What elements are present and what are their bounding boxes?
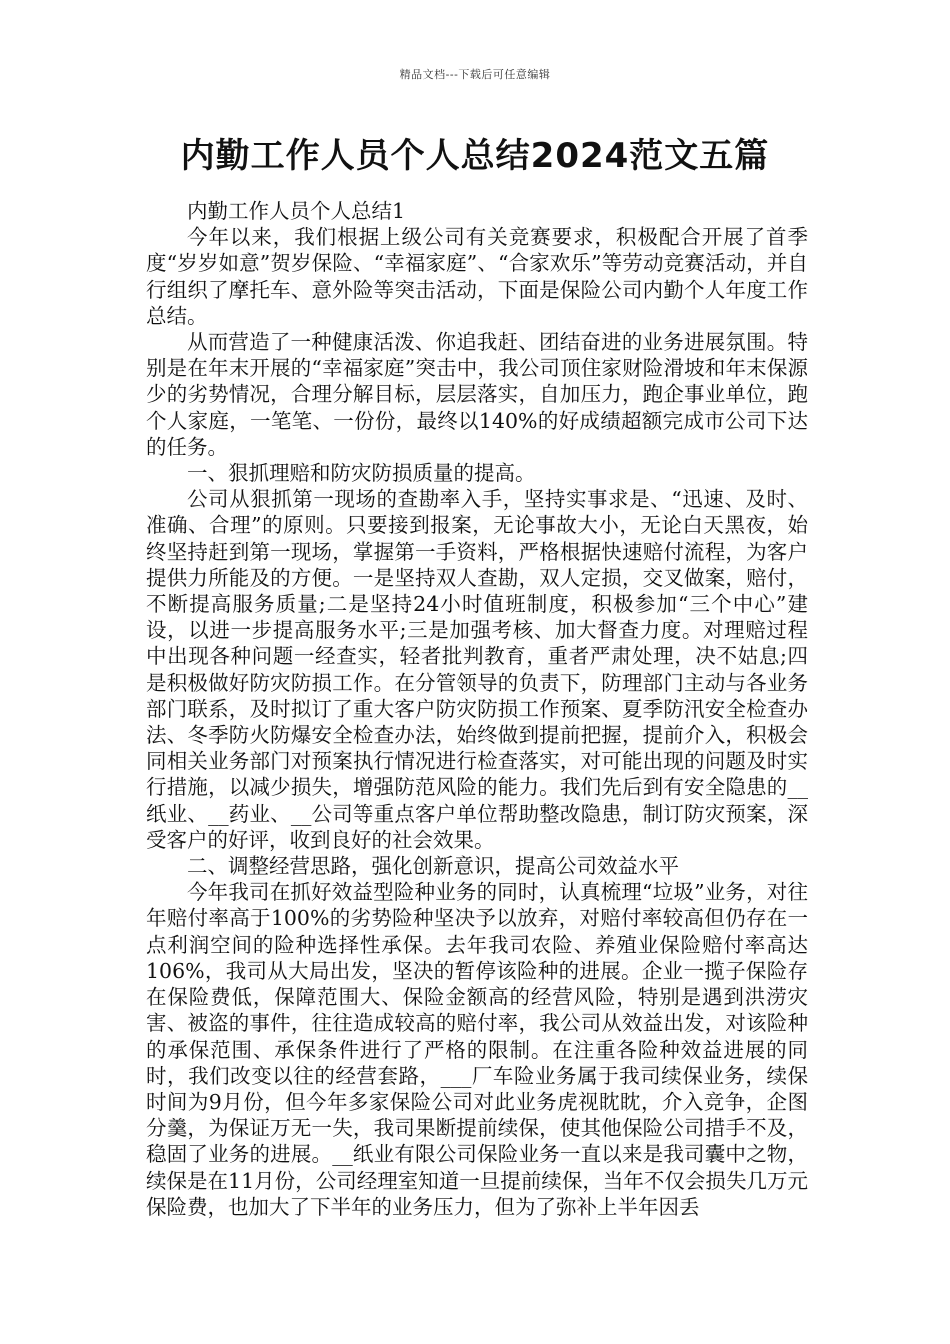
paragraph: 从而营造了一种健康活泼、你追我赶、团结奋进的业务进展氛围。特别是在年末开展的“幸福家庭”突击中，我公司顶住家财险滑坡和年末保源少的劣势情况，合理分解目标，层层落实，自加压力，跑企事业单位，跑个人家庭，一笔笔、一份份，最终以140%的好成绩超额完成市公司下达的任务。	[146, 330, 808, 459]
paragraph: 今年我司在抓好效益型险种业务的同时，认真梳理“垃圾”业务，对往年赔付率高于100%的劣势险种坚决予以放弃，对赔付率较高但仍存在一点利润空间的险种选择性承保。去年我司农险、养殖业保险赔付率高达106%，我司从大局出发，坚决的暂停该险种的进展。企业一揽子保险存在保险费低，保障范围大、保险金额高的经营风险，特别是遇到洪涝灾害、被盗的事件，往往造成较高的赔付率，我公司从效益出发，对该险种的承保范围、承保条件进行了严格的限制。在注重各险种效益进展的同时，我们改变以往的经营套路，___厂车险业务属于我司续保业务，续保时间为9月份，但今年多家保险公司对此业务虎视眈眈，介入竞争，企图分羹，为保证万无一失，我司果断提前续保，使其他保险公司措手不及，稳固了业务的进展。__纸业有限公司保险业务一直以来是我司囊中之物，续保是在11月份，公司经理室知道一旦提前续保，当年不仅会损失几万元保险费，也加大了下半年的业务压力，但为了弥补上半年因丢	[146, 880, 808, 1219]
header-note: 精品文档---下载后可任意编辑	[399, 68, 551, 81]
document-title: 内勤工作人员个人总结2024范文五篇	[180, 136, 770, 176]
section-heading: 内勤工作人员个人总结1	[187, 199, 406, 223]
section-heading: 二、调整经营思路，强化创新意识，提高公司效益水平	[187, 854, 679, 879]
section-heading: 一、狠抓理赔和防灾防损质量的提高。	[187, 461, 536, 486]
document-body	[146, 198, 808, 1220]
paragraph: 公司从狠抓第一现场的查勘率入手，坚持实事求是、“迅速、及时、准确、合理”的原则。只要接到报案，无论事故大小，无论白天黑夜，始终坚持赶到第一现场，掌握第一手资料，严格根据快速赔付流程，为客户提供力所能及的方便。一是坚持双人查勘，双人定损，交叉做案，赔付，不断提高服务质量;二是坚持24小时值班制度，积极参加“三个中心”建设，以进一步提高服务水平;三是加强考核、加大督查力度。对理赔过程中出现各种问题一经查实，轻者批判教育，重者严肃处理，决不姑息;四是积极做好防灾防损工作。在分管领导的负责下，防理部门主动与各业务部门联系，及时拟订了重大客户防灾防损工作预案、夏季防汛安全检查办法、冬季防火防爆安全检查办法，始终做到提前把握，提前介入，积极会同相关业务部门对预案执行情况进行检查落实，对可能出现的问题及时实行措施，以减少损失，增强防范风险的能力。我们先后到有安全隐患的__纸业、__药业、__公司等重点客户单位帮助整改隐患，制订防灾预案，深受客户的好评，收到良好的社会效果。	[146, 487, 808, 852]
paragraph: 今年以来，我们根据上级公司有关竞赛要求，积极配合开展了首季度“岁岁如意”贺岁保险、“幸福家庭”、“合家欢乐”等劳动竞赛活动，并自行组织了摩托车、意外险等突击活动，下面是保险公司内勤个人年度工作总结。	[146, 225, 808, 328]
